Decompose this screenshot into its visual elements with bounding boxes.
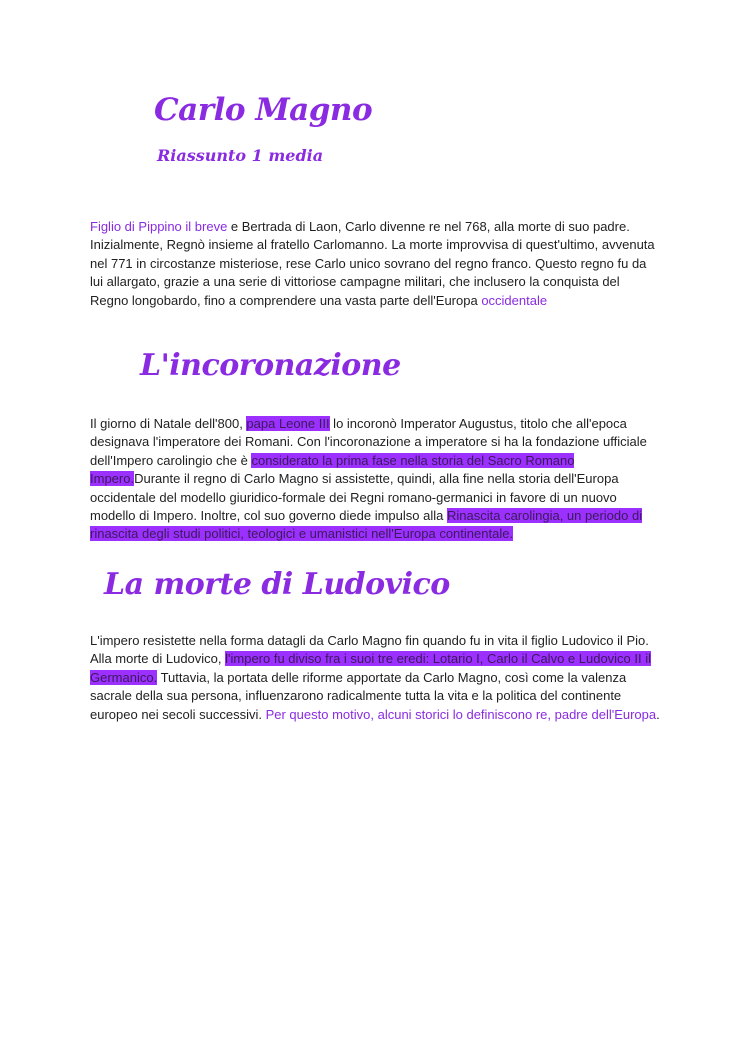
text-span: Tuttavia, la portata delle riforme apportate da Carlo Magno, così come la valenza sacrale della sua persona, influenzarono radicalmente tutta la vita e la politica del continente europeo nei secoli successivi.: [90, 669, 627, 722]
highlight-rinascita-carolingia: Rinascita carolingia, un periodo di rinascita degli studi politici, teologici e umanistici nell'Europa continentale.: [90, 508, 643, 542]
link-pippino: Figlio di Pippino il breve: [90, 219, 228, 234]
text-span: .: [656, 706, 660, 722]
link-occidentale: occidentale: [481, 292, 548, 308]
page-title: Carlo Magno: [154, 92, 373, 128]
text-span: Il giorno di Natale dell'800,: [90, 416, 247, 431]
highlight-papa-leone: papa Leone III: [246, 416, 330, 431]
page-subtitle: Riassunto 1 media: [157, 146, 324, 165]
purple-text-padre-europa: Per questo motivo, alcuni storici lo definiscono re, padre dell'Europa: [265, 706, 657, 722]
section-heading-morte-ludovico: La morte di Ludovico: [104, 567, 450, 602]
paragraph-intro: [90, 218, 660, 310]
section-heading-incoronazione: L'incoronazione: [140, 348, 401, 383]
highlight-eredi: l'impero fu diviso fra i suoi tre eredi: Lotario I, Carlo il Calvo e Ludovico II il Germanico.: [90, 651, 652, 685]
text-span: Durante il regno di Carlo Magno si assistette, quindi, alla fine nella storia dell'Europa occidentale del modello giuridico-formale dei Regni romano-germanici in favore di un nuovo modello di Impero. Inoltre, col suo governo diede impulso alla: [90, 471, 619, 524]
text-span: lo incoronò Imperator Augustus, titolo che all'epoca designava l'imperatore dei Romani. Con l'incoronazione a imperatore si ha la fondazione ufficiale dell'Impero carolingio che è: [90, 416, 647, 468]
highlight-sacro-romano-impero: considerato la prima fase nella storia del Sacro Romano Impero.: [90, 452, 575, 487]
paragraph-incoronazione: [90, 415, 660, 544]
text-span: L'impero resistette nella forma datagli da Carlo Magno fin quando fu in vita il figlio Ludovico il Pio. Alla morte di Ludovico,: [90, 633, 649, 667]
text-span: e Bertrada di Laon, Carlo divenne re nel 768, alla morte di suo padre. Inizialmente, Regnò insieme al fratello Carlomanno. La morte improvvisa di quest'ultimo, avvenuta nel 771 in circostanze misteriose, rese Carlo unico sovrano del regno franco. Questo regno fu da lui allargato, grazie a una serie di vittoriose campagne militari, che inclusero la conquista del Regno longobardo, fino a comprendere una vasta parte dell'Europa: [90, 219, 655, 308]
paragraph-morte-ludovico: [90, 632, 660, 724]
